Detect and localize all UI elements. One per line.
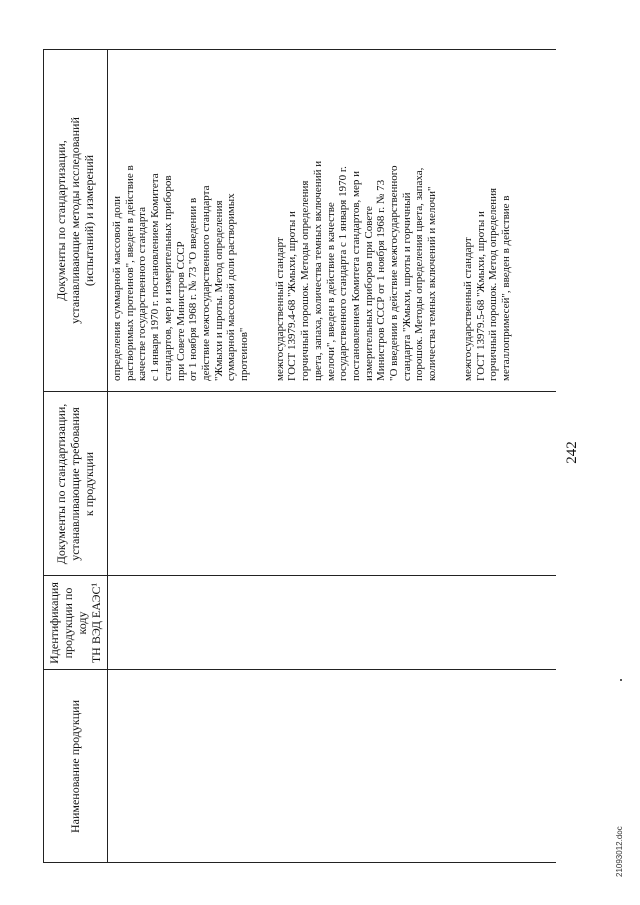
text-line: ГОСТ 13979.4-68 "Жмыхи, шроты и [286, 211, 299, 381]
text-line: стандарта "Жмыхи, шроты и горчичный [400, 192, 413, 381]
text-line: межгосударственный стандарт [273, 237, 286, 381]
text-line: от 1 ноября 1968 г. № 73 "О введении в [187, 197, 200, 381]
col-divider-1 [43, 669, 556, 670]
page-number: 242 [564, 441, 580, 464]
text-line: цвета, запаха, количества темных включений и [311, 160, 324, 381]
standards-table [43, 49, 556, 863]
text-line: с 1 января 1970 г. постановлением Комитета [149, 173, 162, 381]
header-divider [107, 49, 108, 863]
text-line: "Жмыхи и шроты. Метод определения [212, 200, 225, 381]
text-line: горчичный порошок. Методы определения [299, 180, 312, 381]
text-line: измерительных приборов при Совете [362, 206, 375, 381]
standard-entry [462, 49, 513, 381]
text-line: горчичный порошок. Метод определения [487, 187, 500, 381]
scan-dot [620, 679, 622, 681]
text-line: действие межгосударственного стандарта [199, 185, 212, 381]
document-id: 21093012.doc [615, 826, 624, 877]
text-line: при Совете Министров СССР [174, 241, 187, 381]
header-methods-docs: Документы по стандартизации, устанавливающие методы исследований (испытаний) и измерений [54, 117, 96, 324]
table-border-left [43, 862, 556, 863]
text-line: суммарной массовой доли растворимых [225, 193, 238, 381]
text-line: ГОСТ 13979.5-68 "Жмыхи, шроты и [474, 211, 487, 381]
text-line: мелочи", введен в действие в качестве [324, 202, 337, 381]
col-divider-3 [43, 391, 556, 392]
text-line: протеинов" [238, 327, 251, 381]
text-line: растворимых протеинов", введен в действие в [123, 165, 136, 381]
standard-entry [111, 49, 251, 381]
text-line: металлопримесей", введен в действие в [499, 195, 512, 381]
header-tnved-code: Идентификация продукции по коду ТН ВЭД ЕАЭС¹ [47, 582, 103, 664]
text-line: Министров СССР от 1 ноября 1968 г. № 73 [375, 179, 388, 381]
col-divider-2 [43, 575, 556, 576]
text-line: порошок. Методы определения цвета, запаха, [413, 167, 426, 381]
text-line: межгосударственный стандарт [461, 237, 474, 381]
methods-docs-cell [111, 49, 536, 381]
text-line: качестве государственного стандарта [136, 206, 149, 381]
text-line: количества темных включений и мелочи" [426, 186, 439, 381]
text-line: определения суммарной массовой доли [111, 195, 123, 381]
text-line: государственного стандарта с 1 января 1970 г. [337, 166, 350, 381]
text-line: "О введении в действие межгосударственного [388, 165, 401, 381]
header-requirements-docs: Документы по стандартизации, устанавливающие требования к продукции [54, 403, 96, 565]
standard-entry [274, 49, 439, 381]
text-line: постановлением Комитета стандартов, мер и [349, 171, 362, 381]
text-line: стандартов, мер и измерительных приборов [161, 175, 174, 381]
header-product-name: Наименование продукции [68, 699, 82, 834]
